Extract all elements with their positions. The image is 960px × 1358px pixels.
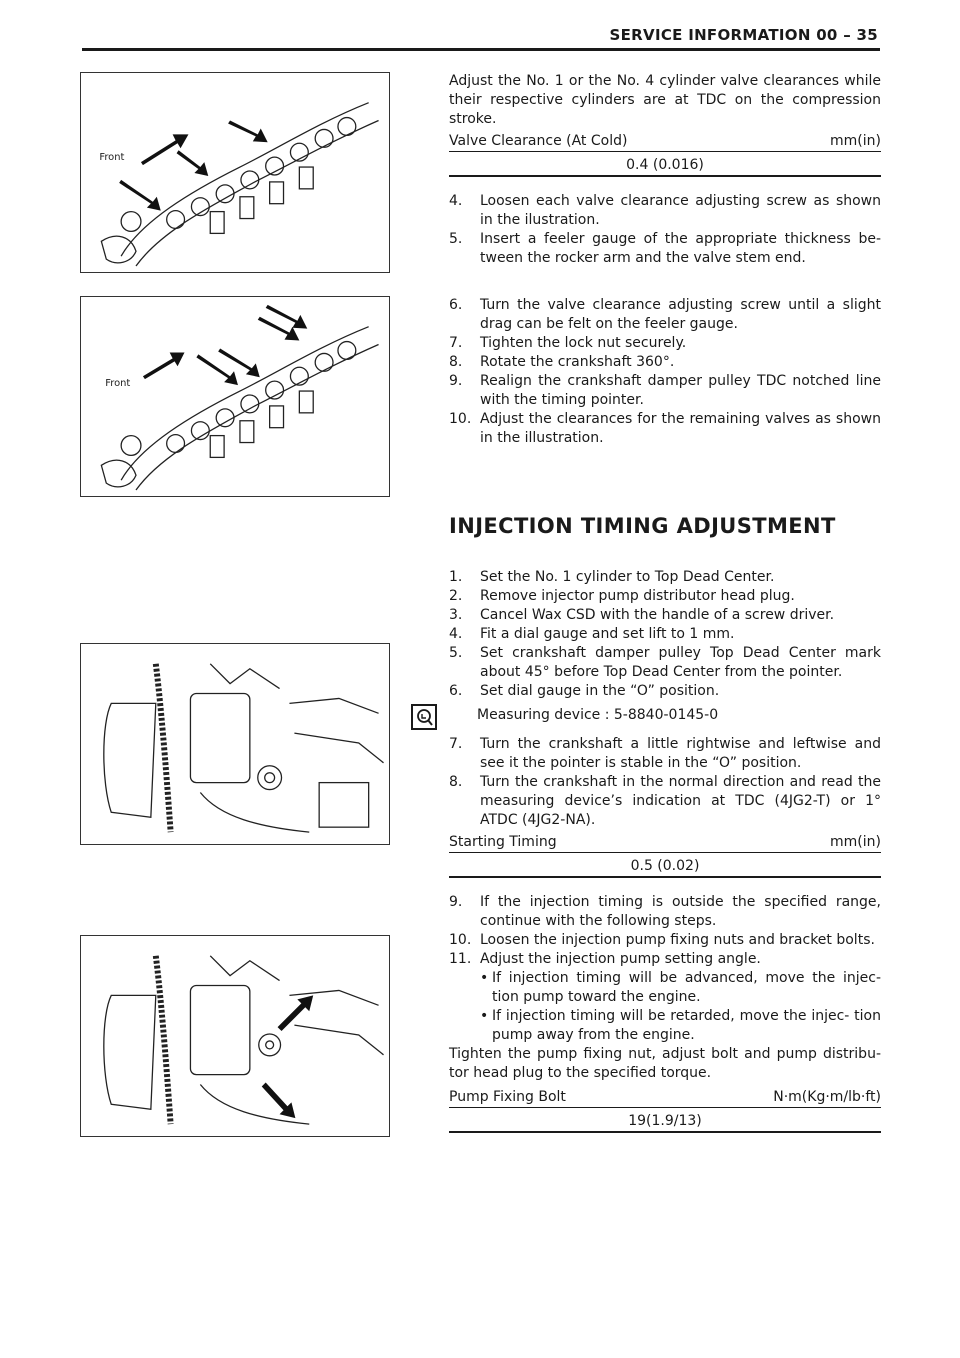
steps-block-e [449,893,881,1083]
valve-train-illustration-1 [81,73,389,272]
list-item: 10. Adjust the clearances for the remaining valves as shown in the illustration. [449,411,881,446]
figure-valve-adjust-1 [80,72,390,273]
bullet-item: • If injection timing will be advanced, move the injec- tion pump toward the engine. [449,969,881,1007]
list-item: 9. If the injection timing is outside the specified range, continue with the following steps. [449,894,881,929]
list-item: 11. Adjust the injection pump setting angle. [449,951,761,967]
section-title: INJECTION TIMING ADJUSTMENT [449,514,836,538]
header-rule [82,48,880,51]
steps-block-c [449,568,881,701]
list-item: 3. Cancel Wax CSD with the handle of a screw driver. [449,607,835,623]
list-item: 8. Turn the crankshaft in the normal direction and read the measuring device’s indication at TDC (4JG2-T) or 1° ATDC (4JG2-NA). [449,774,881,828]
list-item: 2. Remove injector pump distributor head plug. [449,588,795,604]
figure-injection-pump-dial [80,643,390,845]
measuring-tool-icon [411,704,437,730]
steps-block-b [449,296,881,448]
spec-label: Starting Timing [449,834,557,850]
list-item: 5. Insert a feeler gauge of the appropriate thickness be- tween the rocker arm and the valve stem end. [449,231,881,266]
spec-value: 0.4 (0.016) [449,155,881,177]
intro-block [449,72,881,129]
intro-paragraph: Adjust the No. 1 or the No. 4 cylinder valve clearances while their respective cylinders are at TDC on the compression stroke. [449,73,881,127]
spec-label: Pump Fixing Bolt [449,1089,566,1105]
list-item: 1. Set the No. 1 cylinder to Top Dead Center. [449,569,775,585]
list-item: 8. Rotate the crankshaft 360°. [449,354,675,370]
spec-unit: mm(in) [830,133,881,149]
measuring-device-line: Measuring device : 5-8840-0145-0 [477,707,719,723]
list-item: 5. Set crankshaft damper pulley Top Dead Center mark about 45° before Top Dead Center from the pointer. [449,645,881,680]
injection-pump-illustration [81,644,389,844]
list-item: 9. Realign the crankshaft damper pulley TDC notched line with the timing pointer. [449,373,881,408]
list-item: 10. Loosen the injection pump fixing nuts and bracket bolts. [449,932,875,948]
injection-pump-adjust-illustration [81,936,389,1136]
spec-value: 0.5 (0.02) [449,856,881,878]
page-header-title: SERVICE INFORMATION 00 – 35 [609,26,878,44]
steps-block-a [449,192,881,268]
list-item: 7. Tighten the lock nut securely. [449,335,687,351]
list-item: 7. Turn the crankshaft a little rightwise and leftwise and see it the pointer is stable in the “O” position. [449,736,881,771]
list-item: 6. Turn the valve clearance adjusting screw until a slight drag can be felt on the feeler gauge. [449,297,881,332]
list-item: 4. Fit a dial gauge and set lift to 1 mm. [449,626,735,642]
figure-injection-pump-adjust [80,935,390,1137]
figure-1-front-label: Front [99,152,125,164]
list-item: 6. Set dial gauge in the “O” position. [449,683,720,699]
spec-table-starting-timing [449,832,881,878]
figure-2-front-label: Front [105,378,131,390]
spec-unit: mm(in) [830,834,881,850]
list-item: 4. Loosen each valve clearance adjusting screw as shown in the ilustration. [449,193,881,228]
bullet-item: • If injection timing will be retarded, move the injec- tion pump away from the engine. [449,1007,881,1045]
spec-unit: N·m(Kg·m/lb·ft) [773,1089,881,1105]
figure-valve-adjust-2 [80,296,390,497]
steps-block-d [449,735,881,830]
spec-table-valve-clearance [449,131,881,177]
spec-label: Valve Clearance (At Cold) [449,133,628,149]
spec-table-pump-fixing-bolt [449,1087,881,1133]
closing-paragraph: Tighten the pump fixing nut, adjust bolt and pump distribu- tor head plug to the specified torque. [449,1046,881,1081]
spec-value: 19(1.9/13) [449,1111,881,1133]
valve-train-illustration-2 [81,297,389,496]
